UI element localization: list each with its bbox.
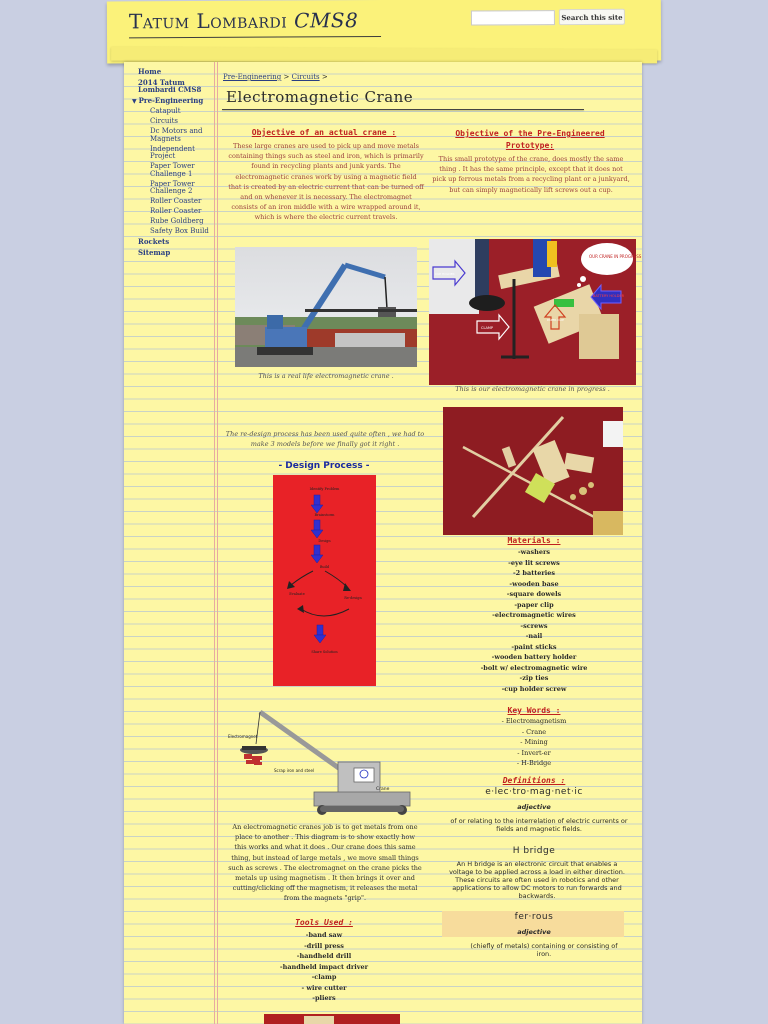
list-item: - Mining [520, 738, 548, 746]
sidebar-subitem[interactable]: Circuits [150, 117, 179, 125]
header-paper-edge [111, 47, 657, 64]
page-paper [124, 62, 642, 1024]
sidebar-item-sitemap[interactable]: Sitemap [138, 247, 171, 257]
definition-text: (chiefly of metals) containing or consisting of iron. [470, 942, 618, 958]
design-process-diagram [273, 475, 376, 686]
breadcrumb [223, 73, 328, 81]
sidebar-nav [132, 68, 212, 259]
site-title-underline [129, 36, 381, 38]
sidebar-subitem[interactable]: Roller Coaster [150, 197, 202, 205]
key-words-heading: Key Words : [507, 706, 561, 715]
search-button[interactable]: Search this site [559, 9, 625, 25]
list-item: - Crane [521, 727, 547, 736]
design-step: Share Solution [311, 650, 338, 654]
list-item: -nail [525, 632, 543, 640]
sidebar-item-rockets[interactable]: Rockets [138, 237, 170, 246]
list-item: -eye lit screws [508, 558, 560, 567]
list-item: -cup holder screw [501, 684, 567, 693]
list-item: -screws [520, 621, 548, 630]
sidebar-subitem[interactable]: Safety Box Build [150, 227, 209, 235]
list-item: -pliers [312, 994, 336, 1002]
list-item: - Electromagnetism [501, 717, 567, 725]
redesign-text: The re-design process has been used quite often , we had to make 3 models before we finally got it right . [225, 430, 425, 448]
list-item: - H-Bridge [516, 759, 552, 767]
list-item: -clamp [311, 973, 337, 981]
objective-actual-text: These large cranes are used to pick up and move metals containing things such as steel and iron, which is primarily found in recycling plants and junk yards. The electromagnetic cranes work by using a magnetic field that is created by an electric current that can be turned off and on whenever it is necessary. The electromagnet consists of an iron middle with a wire wrapped around it, which is where the electric current travels. [228, 142, 424, 222]
page-title: Electromagnetic Crane [226, 88, 414, 106]
list-item: -zip ties [519, 674, 549, 682]
prototype-crane-caption: This is our electromagnetic crane in progress . [455, 385, 610, 393]
materials-photo [443, 407, 623, 535]
list-item: -bolt w/ electromagnetic wire [480, 663, 588, 672]
battery-holder-label: BATTERY HOLDER [593, 294, 625, 298]
list-item: -handheld drill [296, 952, 352, 960]
crane-diagram [224, 708, 416, 820]
bottom-photo [264, 1014, 400, 1024]
definition-text: of or relating to the interrelation of electric currents or fields and magnetic fields. [450, 817, 628, 833]
list-item: -drill press [304, 941, 344, 950]
list-item: - wire cutter [301, 983, 347, 992]
sidebar-subitem[interactable]: Independent Project [150, 144, 195, 160]
design-step: Identify Problem [309, 487, 340, 491]
list-item: -electromagnetic wires [492, 611, 576, 619]
definition-term: e·lec·tro·mag·net·ic [485, 787, 583, 797]
breadcrumb-separator: > [283, 73, 290, 81]
sidebar-subitem[interactable]: Dc Motors and Magnets [150, 127, 203, 143]
list-item: -wooden base [509, 579, 559, 588]
objective-prototype-heading: Objective of the Pre-Engineered Prototype: [455, 129, 605, 150]
sidebar-subitem[interactable]: Roller Coaster [150, 207, 202, 215]
sidebar-item-home[interactable]: Home [138, 67, 162, 76]
objective-actual-heading: Objective of an actual crane : [251, 128, 397, 137]
expand-triangle-icon[interactable]: ▼ [132, 97, 137, 105]
materials-list [454, 547, 614, 694]
sidebar-item-2014[interactable]: 2014 Tatum Lombardi CMS8 [138, 77, 202, 94]
tools-list [254, 930, 394, 1004]
electromagnet-label: Electromagnet [228, 734, 258, 739]
list-item: -wooden battery holder [491, 653, 577, 661]
design-step: Re-design [344, 596, 362, 600]
breadcrumb-link-pre-engineering[interactable]: Pre-Engineering [223, 73, 282, 81]
list-item: -handheld impact driver [279, 962, 369, 971]
design-step: Brainstorm [314, 513, 335, 517]
list-item: -paint sticks [511, 642, 557, 651]
definition-term: fer·rous [514, 912, 554, 922]
materials-heading: Materials : [507, 536, 561, 545]
objective-prototype-text: This small prototype of the crane, does mostly the same thing . It has the same principle, except that it does not pick up ferrous metals from a recycling plant or a junkyard, but can simply magnetically lift screws out a cup. [432, 155, 630, 194]
definition-term: H bridge [512, 846, 556, 856]
definition-part-of-speech: adjective [517, 803, 551, 811]
breadcrumb-link-circuits[interactable]: Circuits [291, 73, 320, 81]
design-step: Evaluate [289, 592, 305, 596]
design-step: Build [319, 565, 330, 569]
scrap-label: Scrap iron and steel [274, 768, 315, 773]
design-step: Design [318, 539, 331, 543]
sidebar-item-pre-engineering[interactable]: ▼ Pre-Engineering [132, 95, 204, 105]
list-item: -2 batteries [512, 569, 556, 577]
list-item: -paper clip [514, 600, 554, 609]
real-crane-photo [235, 247, 417, 367]
definitions-heading: Definitions : [502, 776, 566, 785]
title-underline [222, 109, 584, 110]
thought-bubble-label: OUR CRANE IN PROGRESS [589, 254, 642, 259]
prototype-crane-photo [429, 239, 642, 385]
definition-text: An H bridge is an electronic circuit that enables a voltage to be applied across a load in either direction. These circuits are often used in robotics and other applications to allow DC motors to run forwards and backwards. [449, 860, 625, 900]
sidebar-subitem[interactable]: Paper Tower Challenge 2 [150, 179, 195, 195]
tools-heading: Tools Used : [295, 918, 353, 927]
real-crane-caption: This is a real life electromagnetic crane . [258, 372, 394, 380]
sidebar-subitem[interactable]: Paper Tower Challenge 1 [150, 162, 195, 178]
clamp-label: CLAMP [481, 326, 493, 330]
list-item: - Invert-er [517, 748, 551, 757]
margin-line [214, 62, 215, 1024]
sidebar-subitem[interactable]: Rube Goldberg [150, 217, 204, 225]
design-process-heading: - Design Process - [278, 461, 370, 471]
crane-cab-label: Crane [376, 787, 390, 792]
definition-part-of-speech: adjective [517, 928, 551, 936]
site-title[interactable]: Tatum Lombardi CMS8 [128, 8, 359, 34]
paper-clip-label: PAPER CLIP [547, 318, 564, 322]
margin-line-2 [217, 62, 218, 1024]
site-header [107, 0, 661, 63]
key-words-list [464, 716, 604, 769]
sidebar-subitem[interactable]: Catapult [150, 107, 181, 115]
breadcrumb-separator: > [321, 73, 328, 81]
search-input[interactable] [471, 10, 555, 25]
list-item: -washers [517, 548, 551, 556]
cup-holder-label: CUP HOLDER [435, 272, 455, 276]
list-item: -square dowels [506, 590, 562, 598]
crane-description-text: An electromagnetic cranes job is to get metals from one place to another . This diagram is to show exactly how this works and what it does . Our crane does this same thing, but instead of large metals , we move small things such as screws . The electromagnet on the crane picks the metals up using magnetism . It then brings it over and cutting/clicking off the magnetism, it releases the metal from the magnets "grip". [228, 823, 422, 903]
list-item: -band saw [305, 931, 343, 939]
